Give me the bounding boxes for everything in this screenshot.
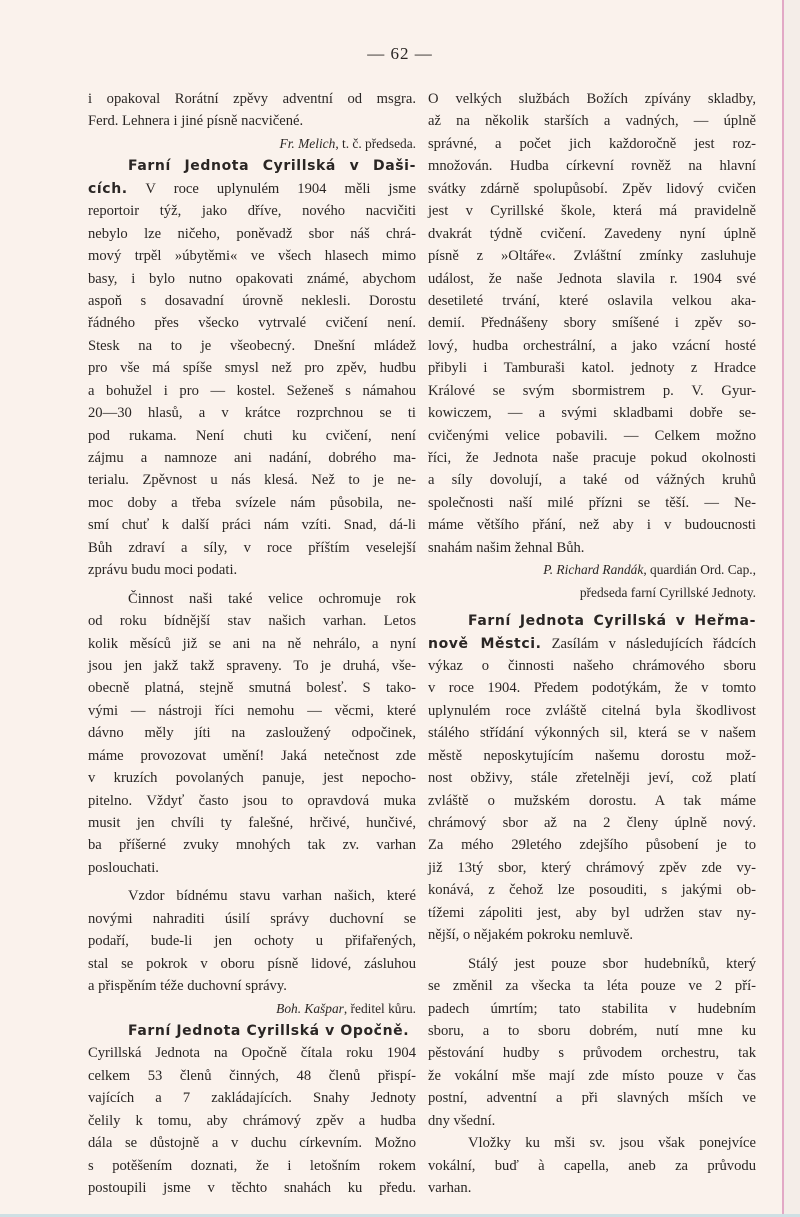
text-line: a bohužel i pro — kostel. Seženeš s námahou [88,382,416,399]
text-line: množován. Hudba církevní rovněž na hlavní [428,158,756,175]
text-line: pitelno. Vždyť často jsou to opravdová muka [88,792,416,809]
text-line: Stesk na to je všeobecný. Dnešní mládež [88,337,416,354]
section-heading: Farní Jednota Cyrillská v Daši- [128,158,416,175]
section-opocno [88,1020,416,1200]
text-line: nost obživy, stále zřetelněji jeví, což platí [428,770,756,787]
text-line: písně z »Oltáře«. Zvláštní zmínky zasluhuje [428,248,756,265]
text-line: celkem 53 členů činných, 48 členů přispí- [88,1067,416,1084]
text-line: postoupili jsme v těchto snahách ku předu. [88,1180,416,1196]
text-line: terialu. Zpěvnost u nás klesá. Než to je ne- [88,472,416,489]
text-line: padech úmrtím; tato stabilita v hudebním [428,1000,756,1017]
text-line: máme provozovat umění! Jaká netečnost zde [88,747,416,764]
text-run: Zasílám v následujících řádcích [541,635,756,652]
paragraph [88,885,416,997]
text-line: Vložky ku mši sv. jsou však ponejvíce [468,1135,756,1152]
signature-name: P. Richard Randák [543,562,644,578]
text-line: Ferd. Lehnera i jiné písně nacvičené. [88,113,304,130]
text-line: varhan. [428,1180,472,1196]
text-line: městě neposkytujícím našemu dorostu mož- [428,747,756,764]
section-heading-cont: cích. [88,180,128,197]
text-line: O velkých službách Božích zpívány skladby, [428,91,756,107]
text-line: událost, že naše Jednota slavila r. 1904 své [428,270,756,287]
page-number: — 62 — [367,44,433,63]
text-line: s potěšením doznati, že i letošním rokem [88,1157,416,1174]
text-line: vými — nástroji říci nemohu — věcmi, které [88,702,416,719]
text-line: smí chuť k další práci nám vzíti. Snad, dá-li [88,517,416,534]
text-line: zprávu budu moci podati. [88,562,238,579]
section-heading: Farní Jednota Cyrillská v Heřma- [468,613,756,630]
text-line: pěstování hudby s průvodem orchestru, tak [428,1045,756,1062]
text-line: a síly dovolují, a také od vážných kruhů [428,472,756,489]
text-line: nější, o nějakém pokroku nemluvě. [428,927,634,944]
text-line: Králové se svým sbormistrem p. V. Gyur- [428,382,756,399]
text-line: svátky zdárně spolupůsobí. Zpěv lidový cvičen [428,180,756,197]
text-line: desetileté trvání, které oslavila velkou aka- [428,292,756,309]
text-line: cvičenými velice pobavili. — Celkem možno [428,427,756,444]
text-line: aspoň s dosavadní úrovně neklesli. Dorostu [88,292,416,309]
text-line: již 13tý sbor, který chrámový zpěv zde vy- [428,859,756,876]
text-line: pro vše má spíše smysl než pro zpěv, hudbu [88,360,416,377]
text-line: Cyrillská Jednota na Opočně čítala roku 1904 [88,1045,416,1062]
section-heading-cont: nově Městci. [428,635,542,652]
text-line: společnosti naší milé přízni se těší. — Ne- [428,494,756,511]
signature-line: předseda farní Cyrillské Jednoty. [579,584,756,600]
paragraph [428,88,756,559]
text-line: 20—30 hlasů, a v krátce rozprchnou se ti [88,405,416,422]
text-line: od roku bídnější stav našich varhan. Letos [88,613,416,630]
text-line: řádného přes všecko vytrvalé cvičení není. [88,315,416,332]
text-line: moc doby a třeba svízele nám působila, ne- [88,494,416,511]
text-line [428,633,756,655]
signature-name: Fr. Melich [279,135,336,151]
text-line: až na několik starších a vadných, — úplně [428,113,756,130]
text-line: postní, adventní a při slavných mších ve [428,1090,756,1107]
text-line: dávno měly jíti na zasloužený odpočinek, [88,725,416,742]
signature-role: , ředitel kůru. [343,1000,416,1016]
text-line: Za mého 29letého zdejšího působení je to [428,837,756,854]
text-line: a přispěním téže duchovní správy. [88,978,287,995]
text-line: kolik měsíců již se ani na ně nehrálo, a nyní [88,635,416,652]
text-line: pod rukama. Není chuti ku cvičení, není [88,427,416,444]
left-column [88,88,416,1199]
text-line: obecně platná, stejně smutná bolesť. S tako- [88,680,416,697]
text-line: poslouchati. [88,859,159,876]
text-line: Stálý jest pouze sbor hudebníků, který [468,955,756,972]
text-line: podaří, bude-li jen ochoty u přifařených, [88,933,416,950]
text-line: stal se pokrok v oboru písně lidové, zásluhou [88,955,416,972]
signature [88,133,416,155]
text-line: v roce 1904. Předem podotýkám, že v tomto [428,680,756,697]
text-line: Bůh zdraví a síly, v roce příštím veselejší [88,539,416,556]
section-hermanuv-mestec [428,610,756,947]
text-line: lový, hudba orchestrální, a jako vzácní hosté [428,337,756,354]
text-line: vajících a 7 zakládajících. Snahy Jednoty [88,1090,416,1107]
text-run: V roce uplynulém 1904 měli jsme [127,180,416,197]
text-line: uplynulém roce zvláště citelná byla škodlivost [428,702,756,719]
section-dasice [88,155,416,581]
text-line: dny všední. [428,1112,496,1129]
signature-role: , t. č. předseda. [335,135,416,151]
paragraph [88,88,416,133]
text-line: sboru, a to sboru dobrém, nutí mne ku [428,1022,756,1039]
text-line: říci, že Jednota naše pracuje pokud okolnosti [428,450,756,466]
text-line: demií. Přednášeny sbory smíšené i zpěv so- [428,315,756,332]
text-line: ba příšerné zvuky mnohých tak zv. varhan [88,837,416,854]
text-line: se změnil za všecka ta léta pouze ve 2 pří- [428,978,756,995]
text-line: musit jen chvíli ty falešné, hrčivé, hunčivé, [88,815,416,831]
paragraph [88,588,416,880]
text-line: zájmu a namnoze ani nadání, dobrého ma- [88,450,416,466]
text-line: dvakrát týdně cvičení. Zavedeny nyní úplně [428,225,756,242]
text-line: jest v Cyrillské škole, která má pravidelně [428,203,756,220]
text-line: že vokální mše mají zde místo pouze v čas [428,1067,756,1084]
text-line: Vzdor bídnému stavu varhan našich, které [128,888,416,905]
text-line: čelily k tomu, aby chrámový zpěv a hudba [88,1112,416,1129]
paragraph [428,953,756,1133]
text-line: chrámový sbor až na 2 členy úplně nový. [428,815,756,831]
right-column [428,88,756,1199]
text-line: snahám našim žehnal Bůh. [428,539,585,556]
text-line: i opakoval Rorátní zpěvy adventní od msgra. [88,91,416,107]
text-line [88,178,416,200]
text-line: tížemi zápoliti jest, aby byl udržen stav ny- [428,904,756,921]
signature [428,559,756,581]
text-line: dála se důstojně a v duchu církevním. Možno [88,1135,416,1152]
signature-name: Boh. Kašpar [276,1000,344,1016]
text-line: máme většího přání, než aby i v budoucnosti [428,517,756,534]
text-line: stálého střídání výkonných sil, která se v našem [428,725,756,742]
paragraph [428,1132,756,1199]
text-line: mový trpěl »úbytěmi« ve všech hlasech mimo [88,248,416,265]
text-line: přibyli i Tamburaši katol. jednoty z Hradce [428,360,756,377]
text-line: basy, i bylo nutno opakovati známé, abychom [88,270,416,287]
text-line: výkaz o činnosti našeho chrámového sboru [428,657,756,674]
text-line: v kruzích povolaných panuje, jest nepocho- [88,770,416,787]
text-line: kowiczem, — a svými skladbami dobře se- [428,405,756,422]
text-line: konává, z čehož lze posouditi, s jakými ob- [428,882,756,899]
signature [88,998,416,1020]
text-line: správné, a počet jich každoročně jest roz- [428,135,756,152]
section-heading: Farní Jednota Cyrillská v Opočně. [128,1022,410,1039]
text-line: novými nahraditi úsilí správy duchovní se [88,910,416,927]
text-line: Činnost naši také velice ochromuje rok [128,590,416,607]
text-line: zvláště o mužském dorostu. A tak máme [428,792,756,809]
text-line: vokální, buď à capella, aneb za průvodu [428,1157,756,1174]
text-line: reportoir týž, jako dříve, nového nacvičiti [88,203,416,220]
text-line: jsou jen jakž takž spraveny. To je druhá, vše- [88,657,416,674]
text-line: nebylo lze ničeho, poněvadž sbor náš chrá- [88,225,416,242]
signature-role: , quardián Ord. Cap., [643,562,756,578]
page-edge-strip [784,0,800,1214]
